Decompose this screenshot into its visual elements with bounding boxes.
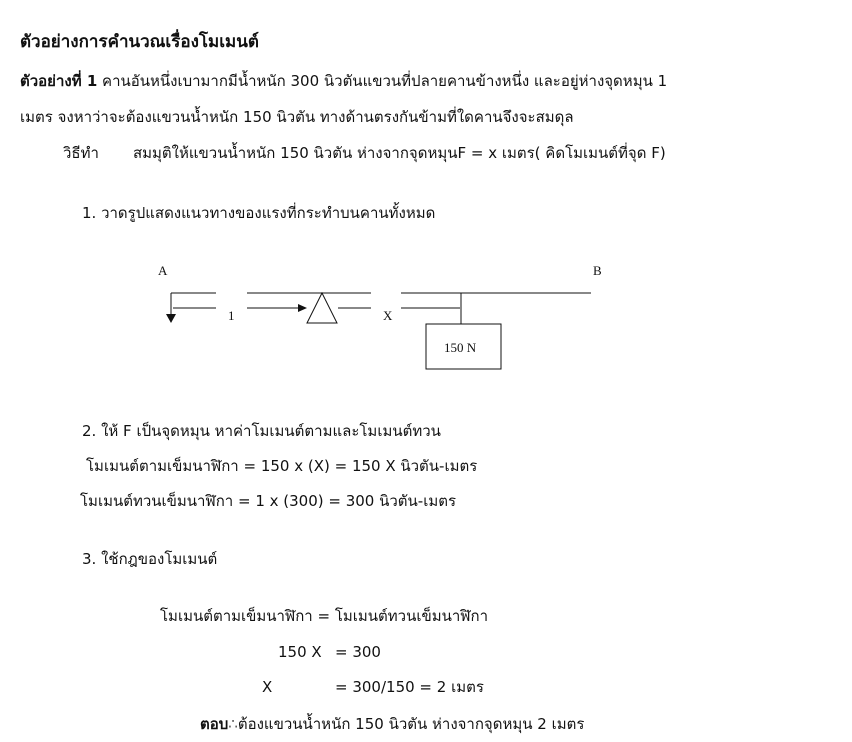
- moment-clockwise: โมเมนต์ตามเข็มนาฬิกา = 150 x (X) = 150 X นิวตัน-เมตร: [86, 457, 478, 475]
- problem-text-1: คานอันหนึ่งเบามากมีน้ำหนัก 300 นิวตันแขวนที่ปลายคานข้างหนึ่ง และอยู่ห่างจุดหมุน 1: [97, 72, 668, 90]
- equation-2-right: = 300: [335, 643, 381, 661]
- label-distance-x: X: [383, 308, 393, 323]
- page-title: ตัวอย่างการคำนวณเรื่องโมเมนต์: [20, 32, 259, 52]
- equation-1: โมเมนต์ตามเข็มนาฬิกา = โมเมนต์ทวนเข็มนาฬิกา: [160, 607, 489, 625]
- step-2: 2. ให้ F เป็นจุดหมุน หาค่าโมเมนต์ตามและโมเมนต์ทวน: [82, 422, 441, 440]
- label-distance-1: 1: [228, 308, 235, 323]
- label-a: A: [158, 263, 168, 278]
- dimension-arrowhead: [298, 304, 307, 312]
- equation-3-left: X: [262, 678, 273, 696]
- step-3: 3. ใช้กฎของโมเมนต์: [82, 550, 218, 568]
- method-label: วิธีทำ: [63, 144, 99, 162]
- example-label: ตัวอย่างที่ 1: [20, 72, 98, 90]
- therefore-symbol: ∴: [228, 715, 238, 733]
- step-1: 1. วาดรูปแสดงแนวทางของแรงที่กระทำบนคานทั้งหมด: [82, 204, 436, 222]
- answer-line: [200, 714, 584, 734]
- equation-3-right: = 300/150 = 2 เมตร: [335, 678, 484, 696]
- method-text: สมมุติให้แขวนน้ำหนัก 150 นิวตัน ห่างจากจุดหมุนF = x เมตร( คิดโมเมนต์ที่จุด F): [133, 144, 666, 162]
- equation-2-left: 150 X: [278, 643, 322, 661]
- problem-line-2: เมตร จงหาว่าจะต้องแขวนน้ำหนัก 150 นิวตัน ทางด้านตรงกันข้ามที่ใดคานจึงจะสมดุล: [20, 108, 574, 126]
- answer-text: ต้องแขวนน้ำหนัก 150 นิวตัน ห่างจากจุดหมุน 2 เมตร: [237, 715, 585, 733]
- fulcrum-triangle: [307, 293, 337, 323]
- answer-label: ตอบ: [200, 715, 229, 733]
- moment-counterclockwise: โมเมนต์ทวนเข็มนาฬิกา = 1 x (300) = 300 นิวตัน-เมตร: [80, 492, 457, 510]
- label-b: B: [593, 263, 602, 278]
- weight-label: 150 N: [444, 340, 477, 355]
- force-300-arrowhead: [166, 314, 176, 323]
